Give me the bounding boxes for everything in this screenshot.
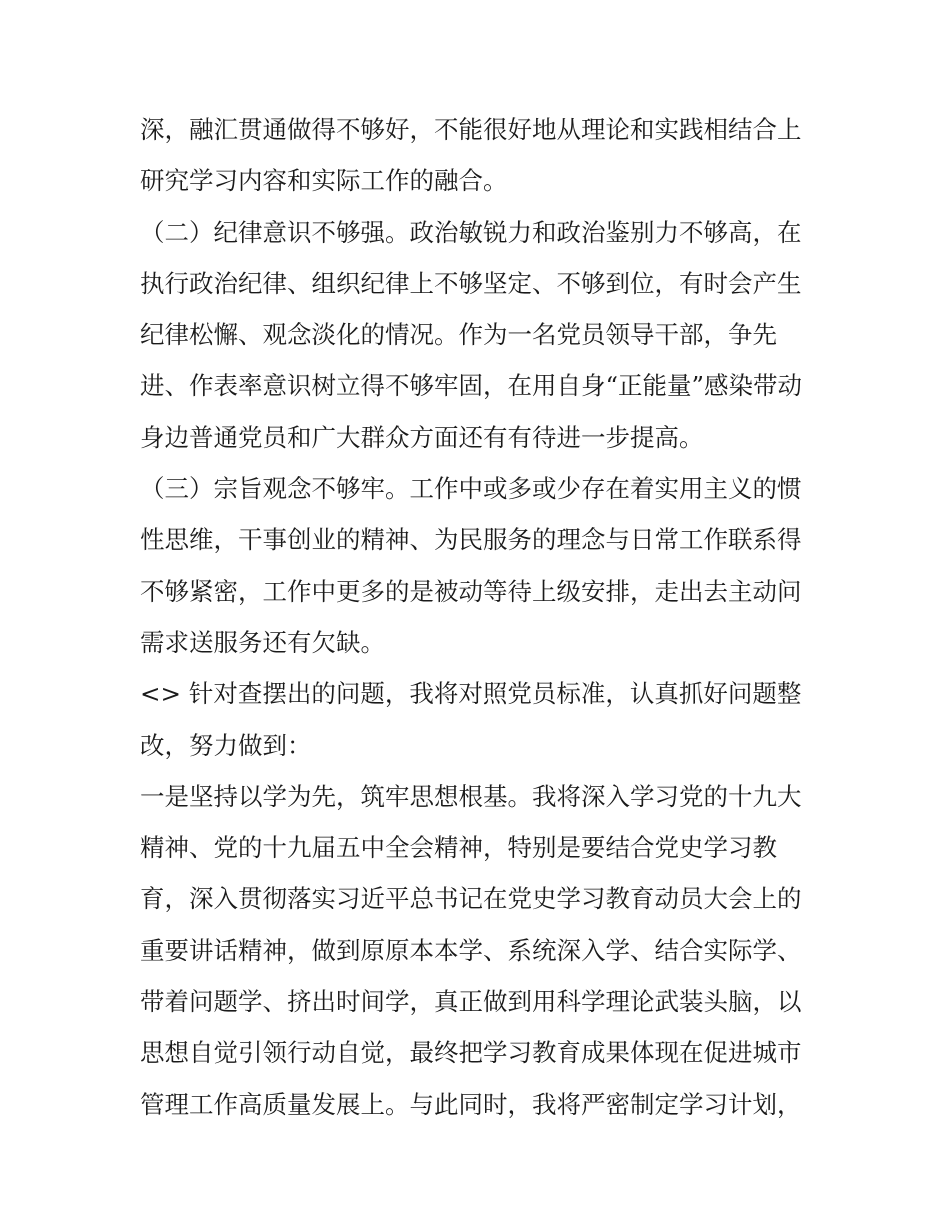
text-line-17: 重要讲话精神，做到原原本本学、系统深入学、结合实际学、 <box>140 935 802 965</box>
text-line-15: 精神、党的十九届五中全会精神，特别是要结合党史学习教 <box>140 833 777 863</box>
text-line-5: 纪律松懈、观念淡化的情况。作为一名党员领导干部，争先 <box>140 320 777 350</box>
text-line-6: 进、作表率意识树立得不够牢固，在用自身“正能量”感染带动 <box>140 371 803 401</box>
text-line-12: <> 针对查摆出的问题，我将对照党员标准，认真抓好问题整 <box>140 679 802 709</box>
text-line-14: 一是坚持以学为先，筑牢思想根基。我将深入学习党的十九大 <box>140 781 802 811</box>
text-line-11: 需求送服务还有欠缺。 <box>140 627 385 657</box>
text-line-8: （三）宗旨观念不够牢。工作中或多或少存在着实用主义的惯 <box>140 474 802 504</box>
text-line-13: 改，努力做到： <box>140 730 312 760</box>
text-line-7: 身边普通党员和广大群众方面还有有待进一步提高。 <box>140 422 704 452</box>
body-text <box>140 104 820 1130</box>
text-line-4: 执行政治纪律、组织纪律上不够坚定、不够到位，有时会产生 <box>140 268 802 298</box>
text-line-10: 不够紧密，工作中更多的是被动等待上级安排，走出去主动问 <box>140 576 802 606</box>
text-line-9: 性思维，干事创业的精神、为民服务的理念与日常工作联系得 <box>140 525 802 555</box>
text-line-18: 带着问题学、挤出时间学，真正做到用科学理论武装头脑，以 <box>140 987 802 1017</box>
text-line-16: 育，深入贯彻落实习近平总书记在党史学习教育动员大会上的 <box>140 884 802 914</box>
text-line-2: 研究学习内容和实际工作的融合。 <box>140 166 508 196</box>
text-line-20: 管理工作高质量发展上。与此同时，我将严密制定学习计划， <box>140 1089 802 1119</box>
text-line-3: （二）纪律意识不够强。政治敏锐力和政治鉴别力不够高，在 <box>140 217 802 247</box>
text-line-19: 思想自觉引领行动自觉，最终把学习教育成果体现在促进城市 <box>140 1038 802 1068</box>
text-line-1: 深，融汇贯通做得不够好，不能很好地从理论和实践相结合上 <box>140 115 802 144</box>
